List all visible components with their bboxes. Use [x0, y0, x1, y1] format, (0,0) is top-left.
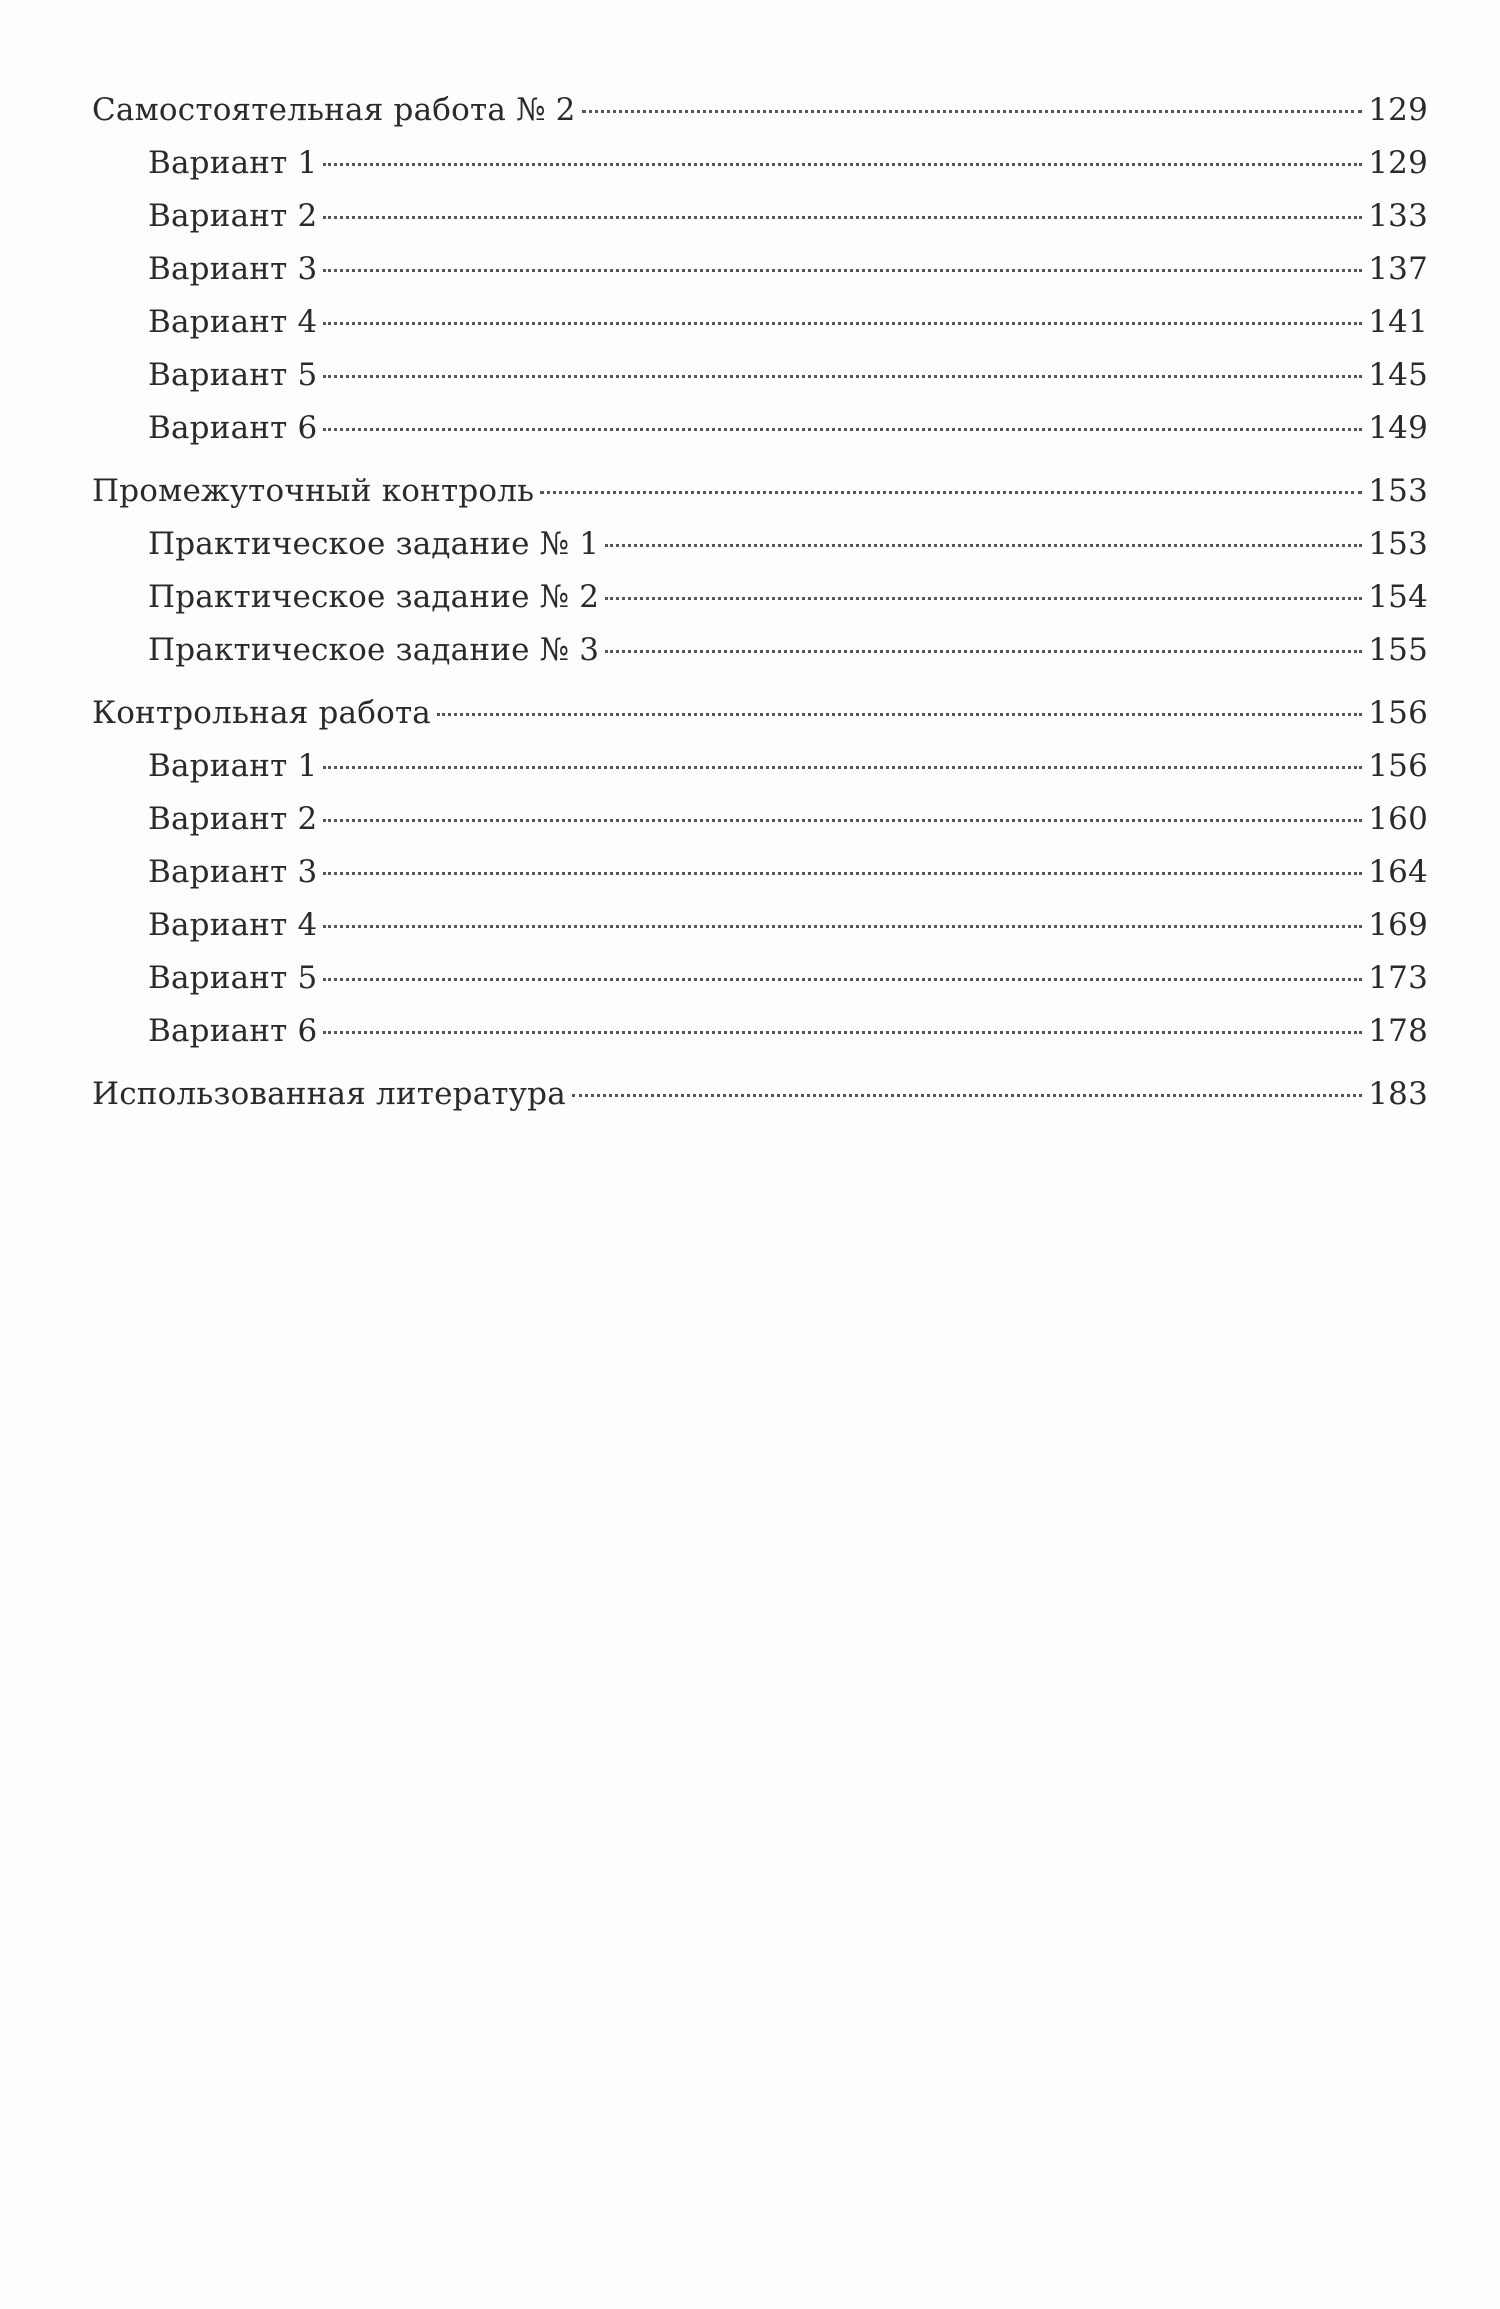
- toc-subentry-page: 169: [1368, 907, 1428, 943]
- dot-leader: [323, 163, 1362, 166]
- dot-leader: [437, 713, 1362, 716]
- toc-subentry-page: 137: [1368, 251, 1428, 287]
- toc-subentry-title: Практическое задание № 3: [148, 632, 600, 668]
- toc-entry[interactable]: [92, 84, 1428, 137]
- dot-leader: [323, 428, 1362, 431]
- toc-subentry-title: Практическое задание № 2: [148, 579, 600, 615]
- dot-leader: [323, 819, 1362, 822]
- toc-subentry-title: Вариант 5: [148, 357, 318, 393]
- dot-leader: [605, 597, 1362, 600]
- toc-subentry-title: Вариант 4: [148, 304, 318, 340]
- toc-subentry-title: Вариант 6: [148, 410, 318, 446]
- toc-section: [92, 687, 1428, 1058]
- dot-leader: [323, 375, 1362, 378]
- toc-subentry-page: 160: [1368, 801, 1428, 837]
- toc-entry-page: 129: [1368, 92, 1428, 128]
- toc-subentry[interactable]: [92, 740, 1428, 793]
- toc-entry-page: 156: [1368, 695, 1428, 731]
- toc-subentry[interactable]: [92, 190, 1428, 243]
- toc-subentry[interactable]: [92, 349, 1428, 402]
- toc-subentry-page: 141: [1368, 304, 1428, 340]
- dot-leader: [605, 650, 1362, 653]
- dot-leader: [323, 269, 1362, 272]
- toc-subentry[interactable]: [92, 1005, 1428, 1058]
- toc-subentry-title: Вариант 2: [148, 801, 318, 837]
- toc-subentry-title: Вариант 5: [148, 960, 318, 996]
- toc-subentry[interactable]: [92, 952, 1428, 1005]
- toc-subentry-title: Вариант 1: [148, 145, 318, 181]
- toc-section: [92, 465, 1428, 677]
- dot-leader: [605, 544, 1362, 547]
- toc-subentry-title: Вариант 2: [148, 198, 318, 234]
- toc-entry-title: Самостоятельная работа № 2: [92, 92, 576, 128]
- toc-entry-page: 153: [1368, 473, 1428, 509]
- dot-leader: [540, 491, 1362, 494]
- toc-subentry-page: 155: [1368, 632, 1428, 668]
- toc-subentry-title: Вариант 1: [148, 748, 318, 784]
- toc-subentry[interactable]: [92, 571, 1428, 624]
- toc-section: [92, 1068, 1428, 1121]
- toc-subentry[interactable]: [92, 899, 1428, 952]
- toc-subentry-page: 153: [1368, 526, 1428, 562]
- toc-subentry[interactable]: [92, 624, 1428, 677]
- dot-leader: [323, 216, 1362, 219]
- toc-entry-title: Контрольная работа: [92, 695, 431, 731]
- table-of-contents: [92, 84, 1428, 1131]
- toc-subentry-page: 164: [1368, 854, 1428, 890]
- toc-subentry-page: 154: [1368, 579, 1428, 615]
- dot-leader: [323, 978, 1362, 981]
- toc-subentry-page: 145: [1368, 357, 1428, 393]
- toc-subentry-page: 156: [1368, 748, 1428, 784]
- dot-leader: [323, 322, 1362, 325]
- toc-subentry[interactable]: [92, 793, 1428, 846]
- toc-subentry-title: Практическое задание № 1: [148, 526, 600, 562]
- toc-subentry-title: Вариант 6: [148, 1013, 318, 1049]
- dot-leader: [582, 110, 1363, 113]
- toc-subentry-page: 173: [1368, 960, 1428, 996]
- toc-subentry-title: Вариант 3: [148, 251, 318, 287]
- toc-entry-title: Использованная литература: [92, 1076, 566, 1112]
- toc-subentry[interactable]: [92, 518, 1428, 571]
- toc-subentry[interactable]: [92, 296, 1428, 349]
- dot-leader: [323, 925, 1362, 928]
- toc-entry-title: Промежуточный контроль: [92, 473, 535, 509]
- toc-subentry[interactable]: [92, 402, 1428, 455]
- toc-section: [92, 84, 1428, 455]
- toc-subentry[interactable]: [92, 137, 1428, 190]
- toc-subentry[interactable]: [92, 846, 1428, 899]
- dot-leader: [323, 872, 1362, 875]
- toc-entry[interactable]: [92, 687, 1428, 740]
- dot-leader: [323, 766, 1362, 769]
- dot-leader: [323, 1031, 1362, 1034]
- toc-subentry-title: Вариант 3: [148, 854, 318, 890]
- toc-subentry-page: 178: [1368, 1013, 1428, 1049]
- toc-subentry-title: Вариант 4: [148, 907, 318, 943]
- toc-entry-page: 183: [1368, 1076, 1428, 1112]
- toc-entry[interactable]: [92, 465, 1428, 518]
- toc-entry[interactable]: [92, 1068, 1428, 1121]
- toc-subentry-page: 129: [1368, 145, 1428, 181]
- dot-leader: [572, 1094, 1362, 1097]
- toc-subentry-page: 149: [1368, 410, 1428, 446]
- toc-subentry[interactable]: [92, 243, 1428, 296]
- toc-subentry-page: 133: [1368, 198, 1428, 234]
